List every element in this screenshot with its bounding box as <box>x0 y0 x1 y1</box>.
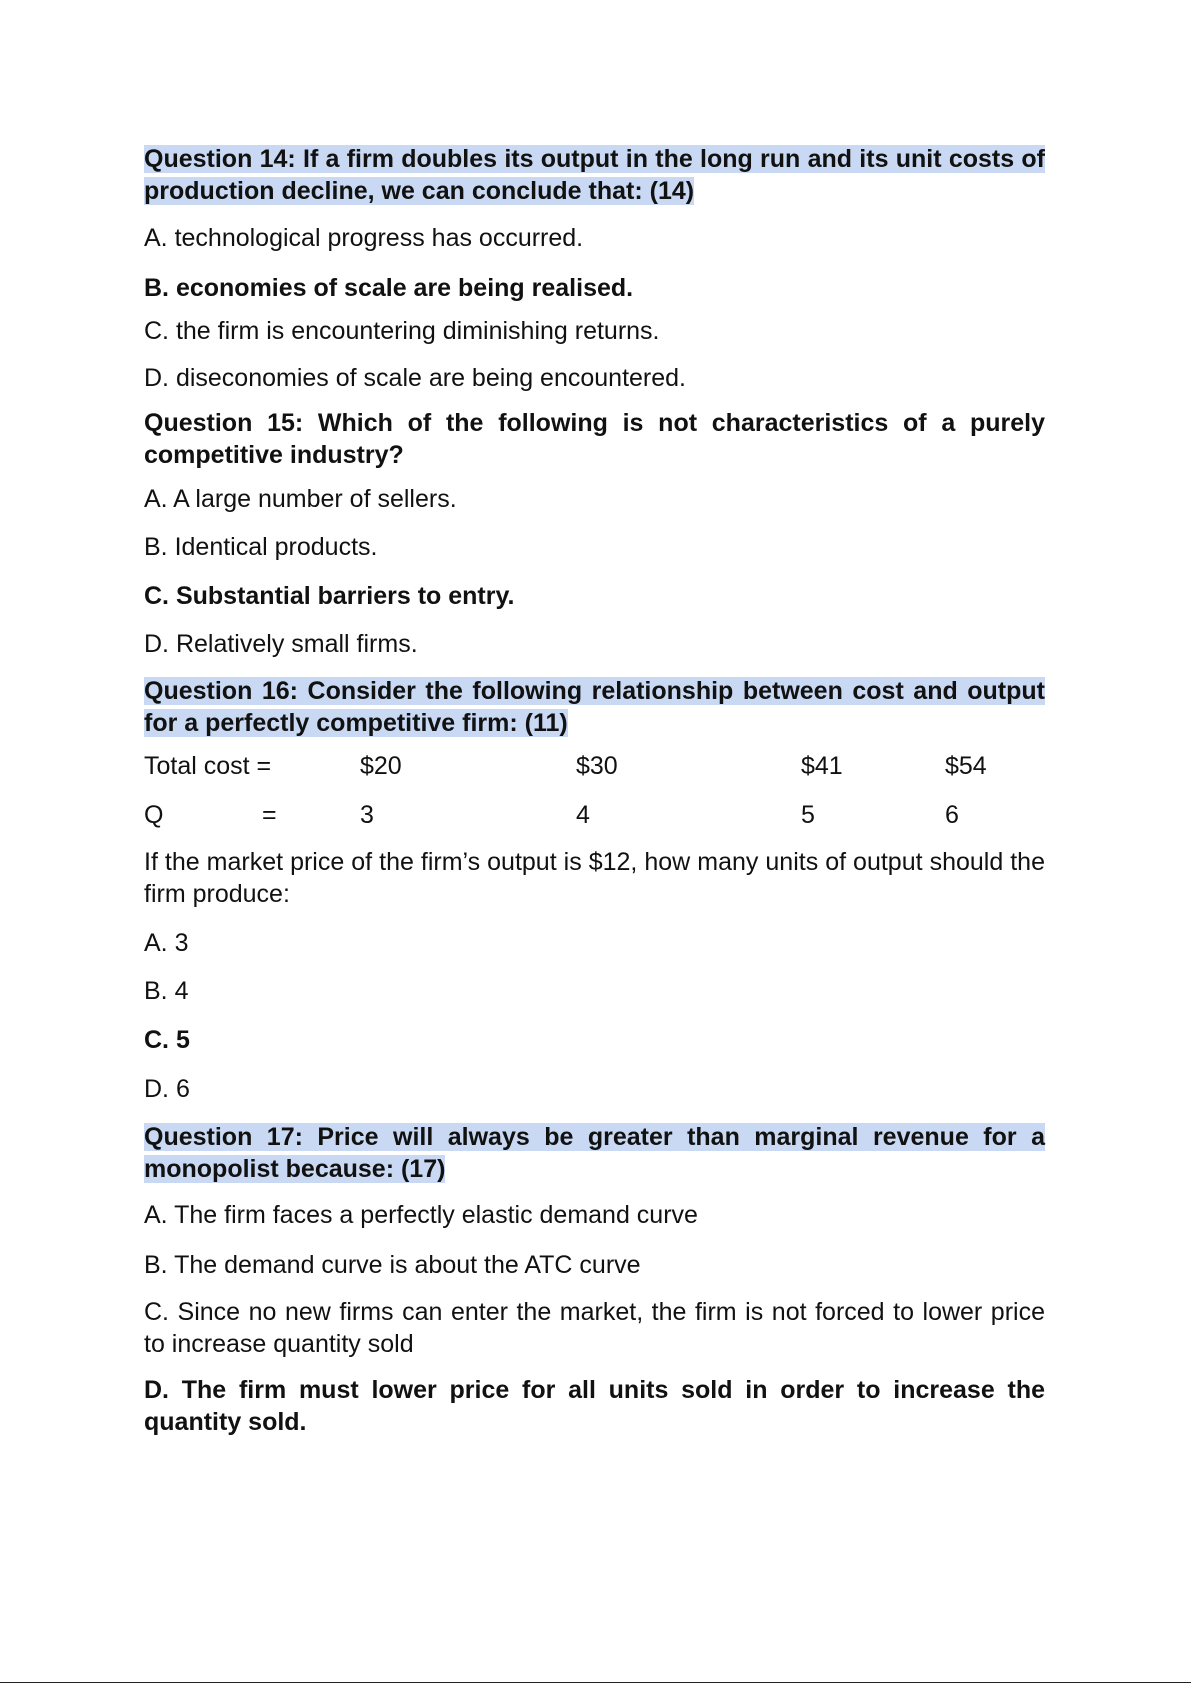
page-bottom-divider <box>0 1682 1191 1683</box>
q15-option-d: D. Relatively small firms. <box>144 630 418 658</box>
q17-option-a: A. The firm faces a perfectly elastic demand curve <box>144 1201 698 1229</box>
q14-option-a: A. technological progress has occurred. <box>144 224 584 252</box>
question-17-highlight: Question 17: Price will always be greater than marginal revenue for a monopolist because: (17) <box>144 1123 1045 1183</box>
total-cost-value: $30 <box>576 752 618 780</box>
quantity-value: 6 <box>945 801 959 829</box>
total-cost-value: $20 <box>360 752 402 780</box>
q14-option-d: D. diseconomies of scale are being encountered. <box>144 364 686 392</box>
question-17-title <box>144 1121 1045 1185</box>
q15-option-a: A. A large number of sellers. <box>144 485 457 513</box>
q14-option-b: B. economies of scale are being realised. <box>144 274 634 302</box>
q14-option-c: C. the firm is encountering diminishing returns. <box>144 317 660 345</box>
quantity-value: 5 <box>801 801 815 829</box>
q16-option-a: A. 3 <box>144 929 189 957</box>
question-14-highlight: Question 14: If a firm doubles its output in the long run and its unit costs of production decline, we can conclude that: (14) <box>144 145 1045 205</box>
q17-option-b: B. The demand curve is about the ATC curve <box>144 1251 641 1279</box>
quantity-value: 3 <box>360 801 374 829</box>
q16-prompt: If the market price of the firm’s output is $12, how many units of output should the firm produce: <box>144 848 1045 908</box>
q16-option-c: C. 5 <box>144 1026 190 1054</box>
total-cost-label: Total cost = <box>144 752 272 780</box>
total-cost-value: $41 <box>801 752 843 780</box>
q16-quantity-row <box>144 799 1045 831</box>
question-15-title: Question 15: Which of the following is not characteristics of a purely competitive industry? <box>144 409 1045 469</box>
q15-option-b: B. Identical products. <box>144 533 378 561</box>
q16-option-d: D. 6 <box>144 1075 190 1103</box>
question-16-title <box>144 675 1045 739</box>
question-14-title <box>144 143 1045 207</box>
q16-total-cost-row <box>144 750 1045 782</box>
q15-option-c: C. Substantial barriers to entry. <box>144 582 515 610</box>
q17-option-c: C. Since no new firms can enter the market, the firm is not forced to lower price to increase quantity sold <box>144 1298 1045 1358</box>
quantity-value: 4 <box>576 801 590 829</box>
total-cost-value: $54 <box>945 752 987 780</box>
question-16-highlight: Question 16: Consider the following relationship between cost and output for a perfectly competitive firm: (11) <box>144 677 1045 737</box>
q16-option-b: B. 4 <box>144 977 189 1005</box>
document-page <box>144 143 1045 1438</box>
q17-option-d: D. The firm must lower price for all units sold in order to increase the quantity sold. <box>144 1376 1045 1436</box>
quantity-label: Q <box>144 801 164 829</box>
quantity-equals: = <box>262 801 277 829</box>
